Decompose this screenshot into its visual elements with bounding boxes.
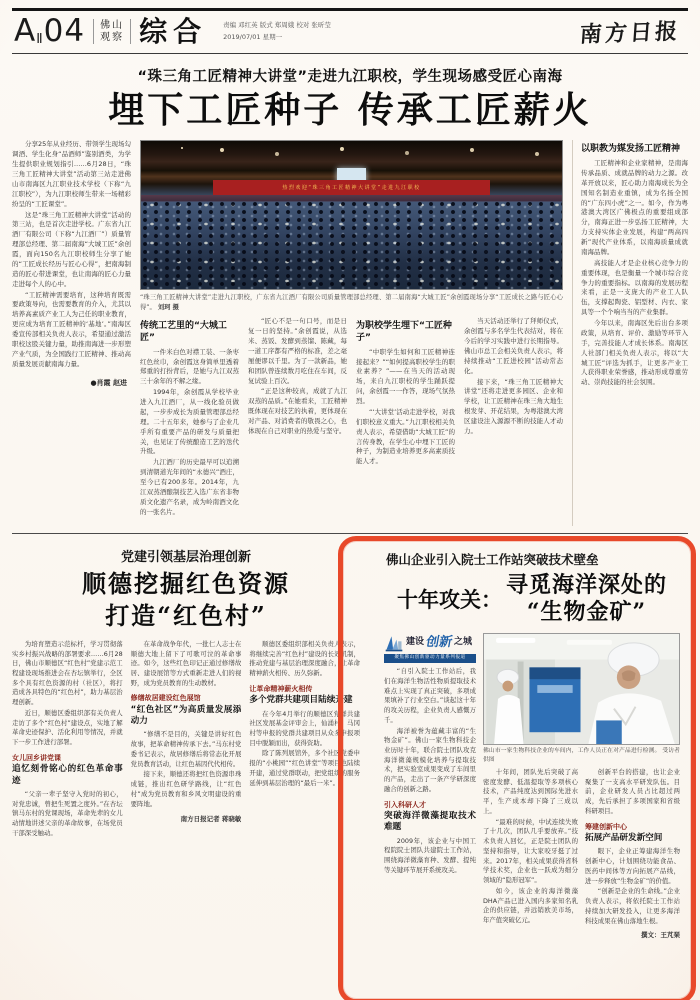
badge-text-pre: 建设 [406,637,425,648]
red-village-byline: 南方日报记者 蒋晓敏 [180,815,242,824]
lead-column-3 [248,317,347,526]
biotech-column-1 [384,633,476,1000]
paragraph: 顺德区委组织部相关负责人表示，将继续完善“红色村”建设的长效机制，推动党建与基层治理深度融合，让革命精神薪火相传、历久弥新。 [249,639,360,677]
auditorium-photo [140,140,563,290]
paragraph: 在今年4月举行的顺德区党群共建社区发展基金评审会上，仙涌村、马冈村等申报的党群共建项目从众多申报项目中脱颖而出，获得资助。 [249,709,360,747]
photographer-credit: 刘珂 摄 [157,303,179,311]
paragraph: “创新是企业的生命线。”企业负责人表示，将依托院士工作站持续加大研发投入，让更多海洋科技成果在佛山落地生根。 [585,887,680,925]
paragraph: 海洋被誉为蕴藏丰富的“生物金矿”。佛山一家生物科技企业历时十年，联合院士团队攻克海洋微藻规模化培养与提取技术，把实验室成果变成了车间里的产品，走出了一条产学研深度融合的创新之路。 [384,726,476,793]
red-village-headline [12,568,360,630]
red-village-column-3 [249,640,360,1000]
paragraph: 接下来，顺德还将把红色资源串珠成链，推出红色研学路线，让“红色村”成为党员教育和乡风文明建设的重要阵地。 [130,770,242,808]
subhead-breakthrough-tech: 突破海洋微藻提取技术难题 [384,811,476,833]
paragraph: 创新平台的搭建，也让企业聚集了一支高水平研发队伍。目前，企业研发人员占比超过两成，先后承担了多项国家和省级科研项目。 [585,767,680,815]
innovation-city-badge [384,633,476,663]
lead-middle-area [140,140,563,526]
lead-column-2 [140,317,239,526]
paragraph: “中职学生如何和工匠精神连接起来？”“如何提高职校学生的职业素养？”——在当天的活动现场，来自九江职校的学生踊跃提问，余创霞一一作答，现场气氛热烈。 [356,347,455,406]
paragraph: “‘大讲堂’活动走进学校，对我们职校意义重大。”九江职校相关负责人表示，希望借助“大城工匠”的言传身教，在学生心中埋下工匠的种子，为制造业培养更多高素质技能人才。 [356,407,455,466]
page-number-digits: 04 [43,13,86,49]
badge-text-post: 之城 [454,637,473,648]
paragraph: “自引入院士工作站后，我们在海洋生物活性物质提取技术难点上实现了真正突破，多项成果填补了行业空白。”谈起这十年的攻关历程，企业负责人感慨万千。 [384,667,476,724]
stage-banner [213,180,491,195]
paper-logo: 南方日报 [578,18,681,48]
badge-subtitle: 聚焦佛山创新驱动力量系列报道 [384,654,476,663]
biotech-headline-line1: 寻觅海洋深处的 [505,572,667,599]
biotech-two-columns [483,768,680,1000]
paragraph: 接下来，“珠三角工匠精神大讲堂”还将走进更多园区、企业和学校，让工匠精神在珠三角大地生根发芽、开花结果，为粤港澳大湾区建设注入源源不断的技能人才动力。 [464,377,563,435]
biotech-writer-credit: 撰文：王芃琹 [641,931,680,940]
paragraph: “修缮不是目的，关键是讲好红色故事，把革命精神传承下去。”马东村党委书记表示，故居修缮后将常态化开展党员教育活动，让红色基因代代相传。 [130,730,242,768]
subhead-seed: 为职校学生埋下“工匠种子” [356,321,452,343]
section-name-bottom: 观察 [100,31,125,43]
paragraph: “工匠精神需要培育，这种培育既需要政策导向，也需要教育的介入，尤其以培养高素质产业工人为己任的职业教育，更应成为培育工匠精神的‘基地’。”南海区委宣传部相关负责人表示，希望通过激活职校这股关键力量，助推南海进一步形塑产业气质，为全国践行工匠精神、推动高质量发展贡献南海力量。 [12,290,131,368]
paragraph: 除了陈列展馆外，多个社区党委申报的“小桃园”“红色讲堂”等项目也陆续开建，通过党群联动，把党组织的服务延伸到基层治理的“最后一米”。 [249,749,360,787]
biotech-kicker: 佛山企业引入院士工作站突破技术壁垒 [386,552,599,568]
red-village-headline-line2: 打造“红色村” [105,600,267,630]
paragraph: 工匠精神和企业家精神，是南海传承品质、成就品牌的动力之源。改革开放以来，匠心助力南海成长为全国知名制造业重镇，成为名扬全国的“广东四小虎”之一。如今，作为粤港澳大湾区广佛极点的重要组成部分，南海正进一步弘扬工匠精神，大力支持实体企业发展，构建“两高四新”现代产业体系，以南海质量成就南海品牌。 [581,159,688,256]
lead-byline: ●肖霞 赵进 [90,378,127,387]
paragraph: “最难的时候，中试连续失败了十几次，团队几乎要放弃。”技术负责人回忆，正是院士团队的坚持和指导，让大家咬牙挺了过来。2017年，相关成果获得省科学技术奖，企业也一跃成为细分领域的“隐形冠军”。 [483,817,578,885]
page-number-roman: Ⅱ [36,32,44,47]
paragraph: “父亲一辈子坚守入党时的初心，对党忠诚，曾把生死置之度外。”在杏坛镇马东村的党课现场，革命先辈的女儿动情地讲述父亲的革命故事，在场党员干部深受触动。 [12,789,123,837]
photo-caption [140,293,563,312]
subhead-spirit-inherit: 让革命精神薪火相传 [249,684,313,693]
subhead-vocational-education: 以职教为媒发扬工匠精神 [581,144,681,155]
biotech-body [384,633,680,1000]
red-village-article [12,542,360,1000]
biotech-headline-main [506,572,667,625]
lab-photo [483,633,680,745]
paragraph: 九江酒厂的历史最早可以追溯到清朝道光年间的“永德兴”酒庄，至今已有200多年。2014年，九江双蒸酒酿制技艺入选广东省非物质文化遗产名录，成为岭南酒文化的一张名片。 [140,458,239,516]
lead-headline: 埋下工匠种子 传承工匠薪火 [108,89,592,131]
stage-banner-text: 热烈欢迎“珠三角工匠精神大讲堂”走进九江职校 [282,184,421,191]
subhead-expand-rnd: 拓展产品研发新空间 [585,833,663,844]
innovation-city-badge-logo-row [384,633,476,653]
masthead [12,8,688,54]
subhead-recruit-talent: 引入科研人才 [384,800,426,809]
lead-intro-column [12,140,131,526]
biotech-headline [384,572,680,625]
credits-line: 责编 邓红英 版式 郑周娥 校对 张昕莹 [223,21,331,30]
page-number-letter: A [14,13,37,49]
biotech-right-area [483,633,680,1000]
red-village-kicker: 党建引领基层治理创新 [120,550,251,566]
paragraph: “正是这种较真，成就了九江双蒸的品质。”在她看来，工匠精神既体现在对技艺的执着，更体现在对产品、对消费者的敬畏之心，也体现在自己对职业的热爱与坚守。 [248,387,347,435]
paragraph: 2009年，该企业与中国工程院院士团队共建院士工作站，围绕海洋微藻育种、发酵、提纯等关键环节展开系统攻关。 [384,836,476,874]
credits-block [223,20,331,42]
red-village-headline-line1: 顺德挖掘红色资源 [82,569,290,599]
lead-columns [12,140,688,526]
subhead-restore-residence: 修缮故居建设红色展馆 [130,694,201,703]
red-village-column-1 [12,640,123,1000]
lead-article [12,65,688,526]
lead-column-4 [356,317,455,526]
biotech-column-3 [585,768,680,1000]
sail-building-icon [384,633,404,653]
subhead-innovation-center: 筹建创新中心 [585,822,627,831]
lead-sub-columns [140,317,563,526]
paragraph: 这是“珠三角工匠精神大讲堂”活动的第三站，也是首次走进学校。广东省九江酒厂有限公司（下称“九江酒厂”）质量管理部总经理、第二届南海“大城工匠”余创霞，面向150名九江职校师生分享了她的“工匠成长经历与匠心心得”，把南海制造的匠心带进课堂，也让南海的匠心力量走进每个人的心中。 [12,210,131,288]
category-title: 综合 [139,14,208,48]
biotech-headline-line2: “生物金矿” [526,598,647,625]
badge-text-script: 创新 [424,635,454,651]
lead-right-column [572,140,688,526]
bottom-section [0,534,700,1000]
photo-caption-text: “珠三角工匠精神大讲堂”走进九江职校，广东省九江酒厂有限公司质量管理部总经理、第二届南海“大城工匠”余创霞现场分享“工匠成长之路与匠心心得”。 [140,294,563,311]
subhead-daughter-lecture: 女儿回乡讲党课 [12,753,61,762]
paragraph: 在革命战争年代，一批仁人志士在顺德大地上留下了可歌可泣的革命事迹。如今，这些红色印记正通过修缮故居、建设展馆等方式重新走进人们的视野，成为党员教育的生动教材。 [130,639,242,687]
biotech-article [374,542,688,1000]
section-name [93,19,131,44]
paragraph: 眼下，企业正筹建海洋生物创新中心，计划围绕功能食品、医药中间体等方向拓展产品线，进一步释放“生物金矿”的价值。 [585,847,680,885]
student-crowd [141,201,562,290]
subhead-red-community: “红色社区”为高质量发展添动力 [130,705,242,727]
lab-photo-caption [483,747,680,764]
subhead-projects-start: 多个党群共建项目陆续开建 [249,695,353,706]
lead-kicker: “珠三角工匠精神大讲堂”走进九江职校，学生现场感受匠心南海 [137,69,563,85]
paragraph: 1994年，余创霞从学校毕业进入九江酒厂，从一线化验员做起，一步步成长为质量管理部总经理。二十五年来，她参与了企业几乎所有重要产品的研发与质量把关，也见证了传统酿造工艺的迭代升级。 [140,388,239,456]
lab-photo-credit: 受访者供图 [483,748,680,763]
paragraph: 如今，该企业的海洋微藻DHA产品已进入国内多家知名乳企的供应链，并远销欧美市场，年产值突破亿元。 [483,886,578,924]
paragraph: 十年间，团队先后突破了高密度发酵、低温提取等多项核心技术，产品纯度达到国际先进水平，生产成本却下降了三成以上。 [483,767,578,815]
lab-photo-caption-text: 佛山市一家生物科技企业的车间内，工作人员正在对产品进行检测。 [483,748,661,755]
biotech-headline-prefix: 十年攻关： [396,586,502,612]
paragraph: 一件米白色对襟工装、一条枣红色丝巾，余创霞这身简单里透着郑重的打扮背后，是她与九江双蒸三十余年的不解之缘。 [140,347,239,386]
paragraph: “匠心不是一句口号，而是日复一日的坚持。”余创霞说，从选米、蒸饭、发酵到蒸馏、陈藏，每一道工序都有严格的标准，差之毫厘便谬以千里。为了一款新品，她和团队曾连续数月吃住在车间，反复试验上百次。 [248,317,347,385]
red-village-column-2 [131,640,242,1000]
paragraph: 为培育塑造示范标杆，学习贯彻落实乡村振兴战略的部署要求……6月28日，佛山市顺德区“红色村”党建示范工程建设现场推进会在杏坛镇举行，全区多个具有红色资源的村（社区），将打造成各具特色的“红色村”，助力基层治理创新。 [12,639,123,707]
section-name-top: 佛山 [100,20,125,31]
paragraph: 分享25年从业经历、带领学生现场勾调酒、学生化身“品酒师”鉴别酒类，为学生提供职业规划指引……6月28日，“珠三角工匠精神大讲堂”活动第三站走进佛山市南海区九江职业技术学校（下称“九江职校”），为九江职校师生带来一场精彩纷呈的“工匠课堂”。 [12,140,131,208]
paragraph: 今年以来，南海区先后出台多项政策，从培育、评价、激励等环节入手，完善技能人才成长体系。南海区人社部门相关负责人表示，将以“大城工匠”评选为抓手，让更多产业工人获得职业荣誉感，推动形成尊重劳动、崇尚技能的社会氛围。 [581,319,688,387]
page-number [14,13,86,49]
paragraph: 当天活动还举行了拜师仪式，余创霞与多名学生代表结对，将在今后的学习实践中进行长期指导。佛山市总工会相关负责人表示，将持续推动“工匠进校园”活动常态化。 [464,317,563,375]
subhead-craft-master: 传统工艺里的“大城工匠” [140,321,227,343]
lead-column-5 [464,317,563,526]
biotech-column-2 [483,768,578,1000]
subhead-revolution-memory: 追忆刻骨铭心的红色革命事迹 [12,764,123,786]
ceiling-lights [181,147,183,149]
paragraph: 高技能人才是企业核心竞争力的重要体现，也是衡量一个城市综合竞争力的重要指标。以南海的发展历程来看，正是一支庞大的产业工人队伍，支撑起陶瓷、铝型材、内衣、家具等一个个响当当的产业集群。 [581,258,688,317]
date-line: 2019/07/01 星期一 [223,32,283,41]
red-village-columns [12,640,360,1000]
paragraph: 近日，顺德区委组织部有关负责人走访了多个“红色村”建设点，实地了解革命史迹保护、活化利用等情况，并就下一步工作进行部署。 [12,708,123,747]
